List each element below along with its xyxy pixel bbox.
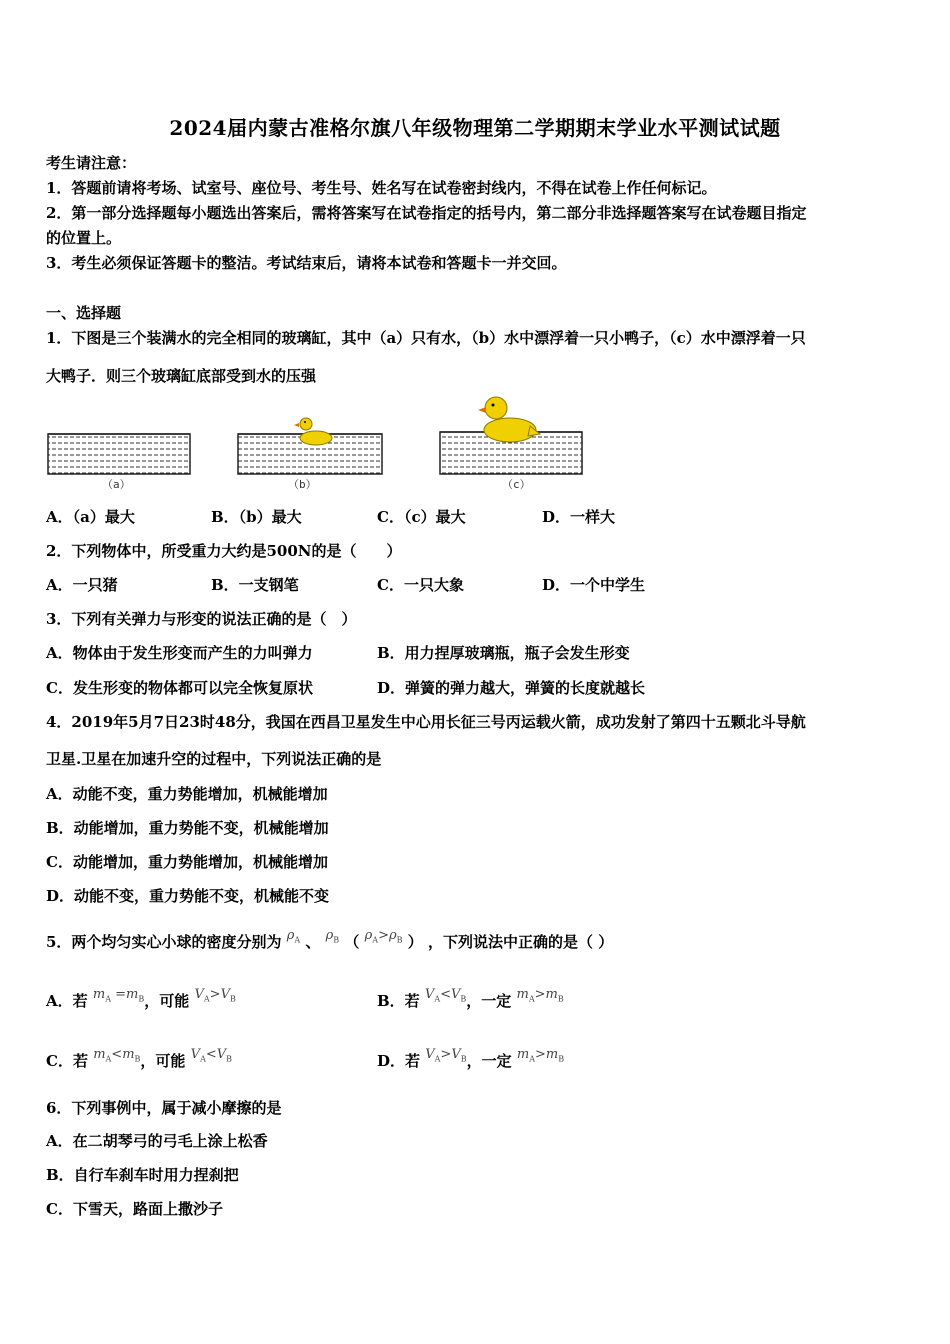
q5-option-d: D．若 $V_A>V_B$，一定 $m_A>m_B$ — [377, 1047, 565, 1070]
question-4-stem: 卫星.卫星在加速升空的过程中，下列说法正确的是 — [46, 750, 382, 768]
q5-option-b: B．若 $V_A<V_B$，一定 $m_A>m_B$ — [377, 987, 564, 1010]
q1-option-b: B．（b）最大 — [211, 508, 302, 526]
notice-item: 1．答题前请将考场、试室号、座位号、考生号、姓名写在试卷密封线内，不得在试卷上作任何标记。 — [46, 179, 717, 197]
q2-option-a: A．一只猪 — [46, 576, 118, 594]
q4-option-b: B．动能增加，重力势能不变，机械能增加 — [46, 819, 329, 837]
q4-option-c: C．动能增加，重力势能增加，机械能增加 — [46, 853, 328, 871]
q1-option-d: D．一样大 — [542, 508, 616, 526]
q2-option-c: C．一只大象 — [377, 576, 464, 594]
q6-option-b: B．自行车刹车时用力捏刹把 — [46, 1166, 239, 1184]
tank-label-b: （b） — [288, 478, 317, 491]
q6-option-a: A．在二胡琴弓的弓毛上涂上松香 — [46, 1132, 268, 1150]
tank-b — [238, 418, 382, 491]
notice-item: 的位置上。 — [46, 229, 122, 247]
q6-option-c: C．下雪天，路面上撒沙子 — [46, 1200, 223, 1218]
question-2-stem: 2．下列物体中，所受重力大约是500N的是（ ） — [46, 542, 402, 560]
formula: $m_A>m_B$ — [516, 987, 564, 1004]
tank-c — [440, 397, 582, 491]
formula: $m_A>m_B$ — [516, 1047, 565, 1064]
formula: $V_A>V_B$ — [194, 987, 236, 1004]
q2-option-b: B．一支钢笔 — [211, 576, 299, 594]
q4-option-d: D．动能不变，重力势能不变，机械能不变 — [46, 887, 330, 905]
q3-option-a: A．物体由于发生形变而产生的力叫弹力 — [46, 644, 313, 662]
section-title: 一、选择题 — [46, 304, 122, 322]
q1-option-a: A．（a）最大 — [46, 508, 135, 526]
question-1-stem: 大鸭子．则三个玻璃缸底部受到水的压强 — [46, 367, 317, 385]
q2-option-d: D．一个中学生 — [542, 576, 646, 594]
q5-stem-text: 5．两个均匀实心小球的密度分别为 — [46, 933, 282, 951]
rho-a: $\rho_A$ — [286, 928, 301, 945]
rho-b: $\rho_B$ — [325, 928, 340, 945]
formula: $V_A>V_B$ — [425, 1047, 467, 1064]
page-title: 2024届内蒙古准格尔旗八年级物理第二学期期末学业水平测试试题 — [169, 116, 781, 140]
notice-item: 3．考生必须保证答题卡的整洁。考试结束后，请将本试卷和答题卡一并交回。 — [46, 254, 567, 272]
formula: $m_A =m_B$ — [92, 987, 145, 1004]
question-6-stem: 6．下列事例中，属于减小摩擦的是 — [46, 1099, 282, 1117]
question-3-stem: 3．下列有关弹力与形变的说法正确的是（ ） — [46, 610, 357, 628]
rho-compare: $\rho_A>\rho_B$ — [364, 928, 403, 945]
notice-heading: 考生请注意： — [46, 154, 137, 172]
question-5-stem: 5．两个均匀实心小球的密度分别为 $\rho_A$ 、 $\rho_B$ （ $\rho_A>\rho_B$ ） ，下列说法中正确的是（ ） — [46, 928, 614, 951]
formula: $V_A<V_B$ — [424, 987, 467, 1004]
question-1-stem: 1．下图是三个装满水的完全相同的玻璃缸，其中（a）只有水，（b）水中漂浮着一只小鸭子，（c）水中漂浮着一只 — [46, 329, 806, 347]
tank-label-c: （c） — [502, 478, 531, 491]
q4-option-a: A．动能不变，重力势能增加，机械能增加 — [46, 785, 328, 803]
notice-item: 2．第一部分选择题每小题选出答案后，需将答案写在试卷指定的括号内，第二部分非选择题答案写在试卷题目指定 — [46, 204, 807, 222]
tank-a — [48, 434, 190, 491]
q5-option-c: C．若 $m_A<m_B$，可能 $V_A<V_B$ — [46, 1047, 233, 1070]
tanks-figure — [40, 392, 600, 496]
q5-option-a: A．若 $m_A =m_B$，可能 $V_A>V_B$ — [46, 987, 236, 1010]
q3-option-c: C．发生形变的物体都可以完全恢复原状 — [46, 679, 313, 697]
q3-option-b: B．用力捏厚玻璃瓶，瓶子会发生形变 — [377, 644, 630, 662]
formula: $m_A<m_B$ — [93, 1047, 141, 1064]
q1-option-c: C．（c）最大 — [377, 508, 466, 526]
question-4-stem: 4．2019年5月7日23时48分，我国在西昌卫星发生中心用长征三号丙运载火箭，成功发射了第四十五颗北斗导航 — [46, 713, 806, 731]
q3-option-d: D．弹簧的弹力越大，弹簧的长度就越长 — [377, 679, 646, 697]
formula: $V_A<V_B$ — [190, 1047, 233, 1064]
tank-label-a: （a） — [102, 478, 131, 491]
large-duck-icon — [478, 397, 540, 442]
